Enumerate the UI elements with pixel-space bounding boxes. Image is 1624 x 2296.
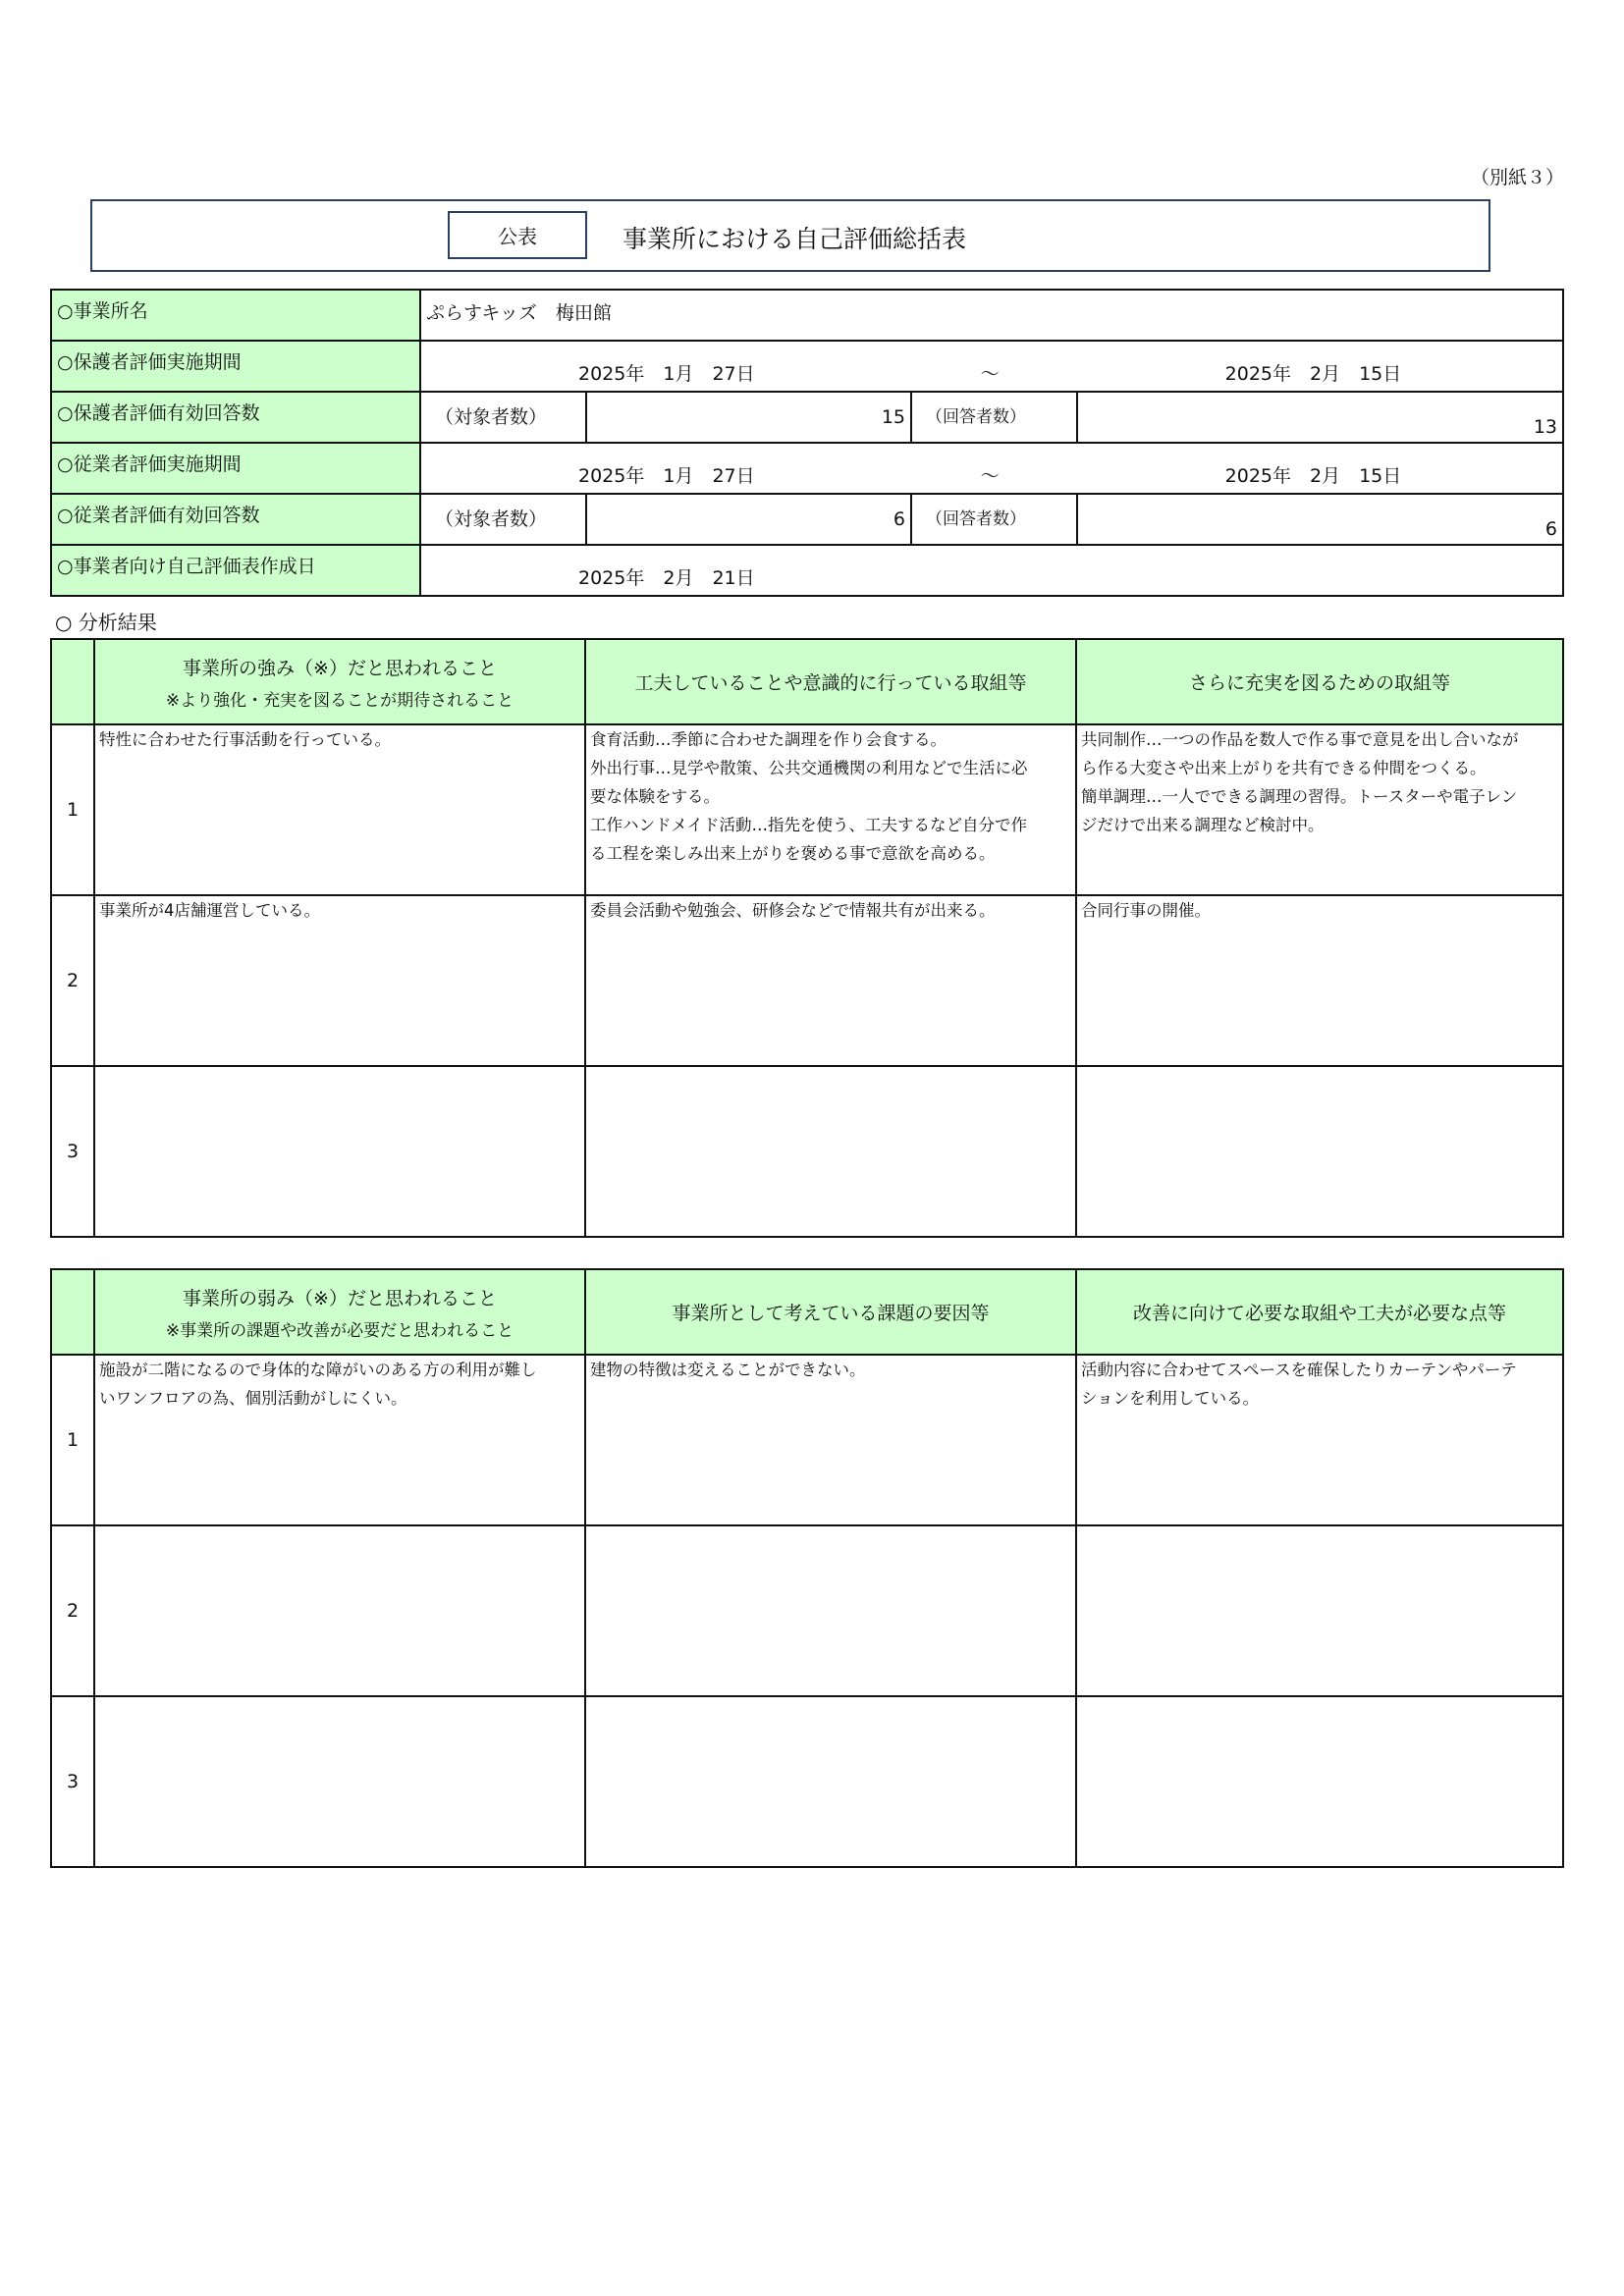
- cell-text-line: 委員会活動や勉強会、研修会などで情報共有が出来る。: [590, 901, 996, 920]
- cell-text-line: 工作ハンドメイド活動…指先を使う、工夫するなど自分で作: [590, 816, 1028, 834]
- weakness-cell: [94, 1525, 585, 1696]
- cell-text-line: ションを利用している。: [1081, 1389, 1260, 1408]
- measure-cell: [1076, 1525, 1563, 1696]
- row-number: 1: [51, 1355, 94, 1525]
- effort-cell: [585, 724, 1076, 895]
- row-number: 3: [51, 1696, 94, 1867]
- number-header: [51, 639, 94, 724]
- row-number: 3: [51, 1066, 94, 1237]
- weaknesses-header-title: 事業所の弱み（※）だと思われること: [183, 1287, 497, 1309]
- strengths-header: [94, 639, 585, 724]
- guardian-target-count: 15: [586, 392, 911, 443]
- guardian-period-end: 2025年 2月 15日: [1224, 363, 1402, 385]
- self-eval-date: 2025年 2月 21日: [578, 567, 755, 589]
- improvement-header: さらに充実を図るための取組等: [1076, 639, 1563, 724]
- tilde: ～: [980, 465, 1000, 487]
- row-number: 2: [51, 1525, 94, 1696]
- facility-info-table: [50, 289, 1564, 597]
- staff-period-label: ○従業者評価実施期間: [51, 443, 420, 494]
- page-title: 事業所における自己評価総括表: [623, 225, 967, 253]
- section-title: ○ 分析結果: [55, 611, 157, 634]
- weaknesses-header-note: ※事業所の課題や改善が必要だと思われること: [165, 1320, 514, 1341]
- self-eval-date-cell: [420, 545, 1563, 596]
- measure-cell: [1076, 1355, 1563, 1525]
- staff-period-start: 2025年 1月 27日: [578, 465, 755, 487]
- number-header: [51, 1269, 94, 1355]
- improvement-cell: [1076, 895, 1563, 1066]
- guardian-target-label: （対象者数）: [420, 392, 586, 443]
- guardian-answer-count: 13: [1077, 392, 1563, 443]
- guardian-answers-label: ○保護者評価有効回答数: [51, 392, 420, 443]
- row-number: 2: [51, 895, 94, 1066]
- measure-cell: [1076, 1696, 1563, 1867]
- weaknesses-header: [94, 1269, 585, 1355]
- cell-text-line: ら作る大変さや出来上がりを共有できる仲間をつくる。: [1081, 759, 1487, 777]
- staff-target-label: （対象者数）: [420, 494, 586, 545]
- guardian-period: [420, 341, 1563, 392]
- cell-text-line: 食育活動…季節に合わせた調理を作り会食する。: [590, 730, 947, 749]
- effort-cell: [585, 895, 1076, 1066]
- cause-cell: [585, 1696, 1076, 1867]
- strength-cell: [94, 724, 585, 895]
- cause-cell: [585, 1355, 1076, 1525]
- cell-text-line: 活動内容に合わせてスペースを確保したりカーテンやパーテ: [1081, 1361, 1517, 1379]
- strengths-table: [50, 638, 1564, 1238]
- improvement-cell: [1076, 1066, 1563, 1237]
- guardian-answer-label: （回答者数）: [911, 392, 1077, 443]
- title-box: [90, 199, 1490, 272]
- strengths-header-note: ※より強化・充実を図ることが期待されること: [165, 690, 514, 711]
- staff-answer-label: （回答者数）: [911, 494, 1077, 545]
- cell-text-line: る工程を楽しみ出来上がりを褒める事で意欲を高める。: [590, 844, 996, 863]
- guardian-period-start: 2025年 1月 27日: [578, 363, 755, 385]
- facility-name-label: ○事業所名: [51, 290, 420, 341]
- staff-period-end: 2025年 2月 15日: [1224, 465, 1402, 487]
- staff-target-count: 6: [586, 494, 911, 545]
- row-number: 1: [51, 724, 94, 895]
- self-eval-date-label: ○事業者向け自己評価表作成日: [51, 545, 420, 596]
- weakness-cell: [94, 1355, 585, 1525]
- cell-text-line: ジだけで出来る調理など検討中。: [1081, 816, 1325, 834]
- causes-header: 事業所として考えている課題の要因等: [585, 1269, 1076, 1355]
- cell-text-line: 共同制作…一つの作品を数人で作る事で意見を出し合いなが: [1081, 730, 1519, 749]
- guardian-period-label: ○保護者評価実施期間: [51, 341, 420, 392]
- cell-text-line: 簡単調理…一人でできる調理の習得。トースターや電子レン: [1081, 787, 1518, 806]
- effort-cell: [585, 1066, 1076, 1237]
- strength-cell: [94, 1066, 585, 1237]
- cell-text-line: 事業所が4店舗運営している。: [99, 901, 320, 920]
- tilde: ～: [980, 363, 1000, 385]
- cell-text-line: 合同行事の開催。: [1081, 901, 1211, 920]
- strengths-header-title: 事業所の強み（※）だと思われること: [183, 657, 497, 679]
- staff-period: [420, 443, 1563, 494]
- facility-name: ぷらすキッズ 梅田館: [420, 290, 1563, 341]
- weaknesses-table: [50, 1268, 1564, 1868]
- annex-label: （別紙３）: [1471, 167, 1565, 188]
- improvement-cell: [1076, 724, 1563, 895]
- cause-cell: [585, 1525, 1076, 1696]
- cell-text-line: 外出行事…見学や散策、公共交通機関の利用などで生活に必: [590, 759, 1028, 777]
- strength-cell: [94, 895, 585, 1066]
- measures-header: 改善に向けて必要な取組や工夫が必要な点等: [1076, 1269, 1563, 1355]
- cell-text-line: 特性に合わせた行事活動を行っている。: [99, 730, 391, 749]
- cell-text-line: 建物の特徴は変えることができない。: [590, 1361, 866, 1379]
- weakness-cell: [94, 1696, 585, 1867]
- cell-text-line: いワンフロアの為、個別活動がしにくい。: [99, 1389, 407, 1408]
- staff-answers-label: ○従業者評価有効回答数: [51, 494, 420, 545]
- cell-text-line: 要な体験をする。: [590, 787, 720, 806]
- staff-answer-count: 6: [1077, 494, 1563, 545]
- publication-badge: 公表: [448, 211, 587, 259]
- cell-text-line: 施設が二階になるので身体的な障がいのある方の利用が難し: [99, 1361, 537, 1379]
- efforts-header: 工夫していることや意識的に行っている取組等: [585, 639, 1076, 724]
